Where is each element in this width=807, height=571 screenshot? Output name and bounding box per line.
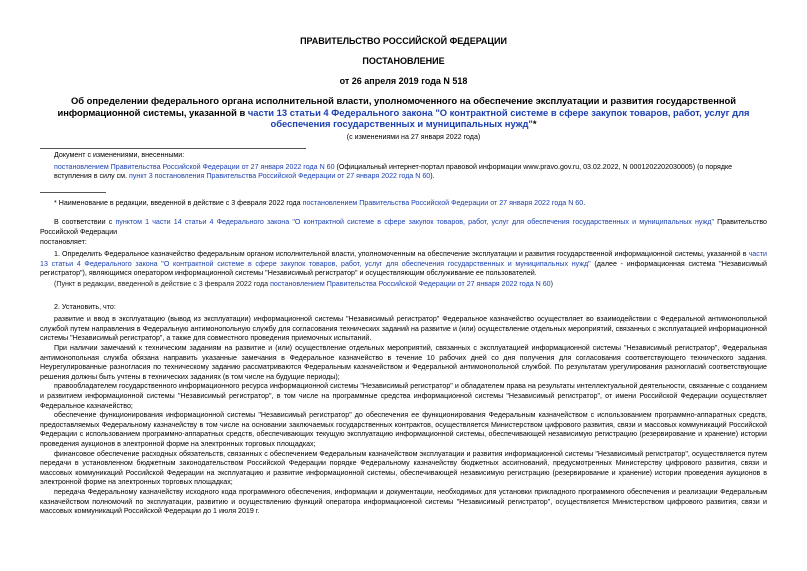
preamble-law-link[interactable]: пунктом 1 части 14 статьи 4 Федерального закона "О контрактной системе в сфере закупок товаров, работ, услуг для обеспечения государственных и муниципальных нужд" <box>115 218 714 227</box>
footnote: * Наименование в редакции, введенной в действие с 3 февраля 2022 года постановлением Правительства Российской Федерации от 27 января 2022 года N 60. <box>54 198 586 207</box>
changes-block <box>40 151 767 182</box>
point-1-revision-note: (Пункт в редакции, введенной в действие с 3 февраля 2022 года постановлением Правительства Российской Федерации от 27 января 2022 года N 60) <box>54 280 554 289</box>
preamble: В соответствии с пунктом 1 части 14 статьи 4 Федерального закона "О контрактной системе в сфере закупок товаров, работ, услуг для обеспечения государственных и муниципальных нужд" Правительство Российской Федерации <box>40 218 768 237</box>
point-2-heading: 2. Установить, что: <box>54 302 116 311</box>
divider <box>40 148 306 149</box>
point-2-item: передача Федеральному казначейству исходного кода программного обеспечения, информации и документации, необходимых для установки прикладного программного обеспечения и реализации Федеральным казначейством полномочий по эксплуатации, развитию и осуществлению функций оператора информационной системы "Независимый регистратор", осуществляется Министерством цифрового развития, связи и массовых коммуникаций Российской Федерации до 1 июля 2019 г. <box>40 487 767 516</box>
decree-word: постановляет: <box>40 237 87 246</box>
point-1-law-link[interactable]: части 13 статьи 4 Федерального закона "О контрактной системе в сфере закупок товаров, работ, услуг для обеспечения государственных и муниципальных нужд" <box>40 250 767 268</box>
changes-link-decree[interactable]: постановлением Правительства Российской Федерации от 27 января 2022 года N 60 <box>54 162 335 171</box>
government-name: ПРАВИТЕЛЬСТВО РОССИЙСКОЙ ФЕДЕРАЦИИ <box>300 36 507 46</box>
document-title: Об определении федерального органа исполнительной власти, уполномоченного на обеспечение эксплуатации и развития государственной информационной системы, указанной в части 13 статьи 4 Федерального закона "О контрактной системе в сфере закупок товаров, работ, услуг для обеспечения государственных и муниципальных нужд"* <box>57 95 750 129</box>
title-law-link[interactable]: части 13 статьи 4 Федерального закона "О контрактной системе в сфере закупок товаров, работ, услуг для обеспечения государственных и муниципальных нужд" <box>247 106 750 129</box>
point-1: 1. Определить Федеральное казначейство федеральным органом исполнительной власти, уполномоченным на обеспечение эксплуатации и развития государственной информационной системы, указанной в части 13 статьи 4 Федерального закона "О контрактной системе в сфере закупок товаров, работ, услуг для обеспечения государственных и муниципальных нужд" (далее - информационная система "Независимый регистратор"), являющимся оператором информационной системы "Независимый регистратор" и осуществляющим обслуживание ее пользователей. <box>40 250 767 278</box>
changes-link-point[interactable]: пункт 3 постановления Правительства Российской Федерации от 27 января 2022 года N 60 <box>129 172 431 181</box>
document-date-number: от 26 апреля 2019 года N 518 <box>339 76 468 86</box>
document-type: ПОСТАНОВЛЕНИЕ <box>362 56 445 66</box>
changes-text: постановлением Правительства Российской Федерации от 27 января 2022 года N 60 (Официальный интернет-портал правовой информации www.pravo.gov.ru, 03.02.2022, N 0001202202030005) (о порядке вступления в силу см. пункт 3 постановления Правительства Российской Федерации от 27 января 2022 года N 60). <box>54 162 733 181</box>
footnote-link[interactable]: постановлением Правительства Российской Федерации от 27 января 2022 года N 60 <box>302 198 584 207</box>
point-2-item: правообладателем государственного информационного ресурса информационной системы "Независимый регистратор" и обладателем права на результаты интеллектуальной деятельности, связанные с созданием и развитием информационной системы "Независимый регистратор", в том числе на программные средства информационной системы "Независимый регистратор", от имени Российской Федерации осуществляет Федеральное казначейство; <box>40 382 767 410</box>
revision-note: (с изменениями на 27 января 2022 года) <box>346 132 481 141</box>
point-2-item: При наличии замечаний к техническим заданиям на развитие и (или) осуществление отдельных мероприятий, связанных с эксплуатацией информационной системы "Независимый регистратор", Федеральная антимонопольная служба обязана направить указанные замечания в Федеральное казначейство в течение 10 рабочих дней со дня получения для согласования соответствующего технического задания. Неурегулированные разногласия по техническому заданию рассматриваются Федеральным казначейством и Федеральной антимонопольной службой. По результатам урегулирования разногласий соответствующие решения должны быть учтены в технических заданиях (в том числе на будущие периоды); <box>40 344 767 381</box>
footnote-divider <box>40 192 106 193</box>
point-1-revision-link[interactable]: постановлением Правительства Российской Федерации от 27 января 2022 года N 60 <box>270 280 551 289</box>
point-2-item: развитие и ввод в эксплуатацию (вывод из эксплуатации) информационной системы "Независимый регистратор" Федеральное казначейство осуществляет во взаимодействии с Федеральной антимонопольной службой путем направления в Федеральную антимонопольную службу для согласования технических заданий на развитие и (или) осуществление отдельных мероприятий, связанных с эксплуатацией информационной системы "Независимый регистратор", а также для совместного проведения приемочных испытаний. <box>40 315 767 343</box>
point-2-item: финансовое обеспечение расходных обязательств, связанных с обеспечением Федеральным казначейством эксплуатации и развития информационной системы "Независимый регистратор", осуществляется путем передачи в установленном бюджетным законодательством Российской Федерации порядке Федеральному казначейству бюджетных ассигнований, предусмотренных Министерству цифрового развития, связи и массовых коммуникаций Российской Федерации на эксплуатацию и развитие информационной системы, обеспечивающей независимую регистрацию (резервирование и хранение) истории проведения аукционов в электронной форме на электронных торговых площадках; <box>40 449 767 487</box>
changes-heading: Документ с изменениями, внесенными: <box>54 151 185 160</box>
point-2-item: обеспечение функционирования информационной системы "Независимый регистратор" до обеспечения ее функционирования Федеральным казначейством с использованием программно-аппаратных средств, предоставляемых Федеральному казначейству в том числе на основании заключаемых государственных контрактов, осуществляется Министерством цифрового развития, связи и массовых коммуникаций Российской Федерации с использованием программно-аппаратных средств, обеспечивающих текущую эксплуатацию информационной системы, обеспечивающей независимую регистрацию (резервирование и хранение) истории проведения аукционов в электронной форме на электронных торговых площадках; <box>40 411 767 448</box>
